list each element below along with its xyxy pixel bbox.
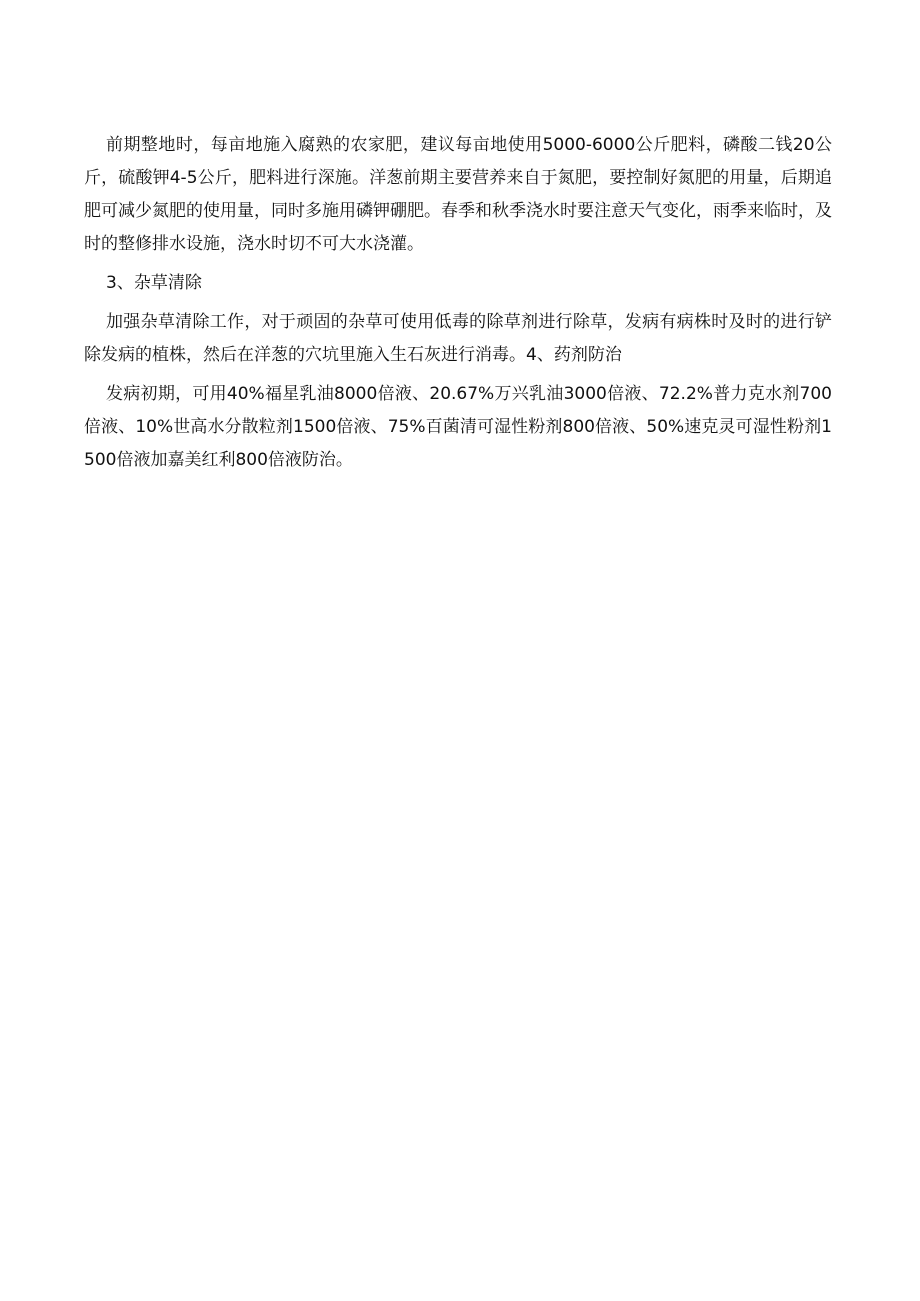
paragraph-chemical-control: 发病初期，可用40%福星乳油8000倍液、20.67%万兴乳油3000倍液、72.2%普力克水剂700倍液、10%世高水分散粒剂1500倍液、75%百菌清可湿性粉剂800倍液、50%速克灵可湿性粉剂1500倍液加嘉美红利800倍液防治。 [84,384,832,470]
section-heading-weed-removal: 3、杂草清除 [106,273,202,293]
paragraph-weed-removal: 加强杂草清除工作，对于顽固的杂草可使用低毒的除草剂进行除草，发病有病株时及时的进行铲除发病的植株，然后在洋葱的穴坑里施入生石灰进行消毒。4、药剂防治 [84,312,832,365]
paragraph-fertilizer: 前期整地时，每亩地施入腐熟的农家肥，建议每亩地使用5000-6000公斤肥料，磷酸二钱20公斤，硫酸钾4-5公斤，肥料进行深施。洋葱前期主要营养来自于氮肥，要控制好氮肥的用量，后期追肥可减少氮肥的使用量，同时多施用磷钾硼肥。春季和秋季浇水时要注意天气变化，雨季来临时，及时的整修排水设施，浇水时切不可大水浇灌。 [84,135,832,254]
document-body [84,129,832,483]
